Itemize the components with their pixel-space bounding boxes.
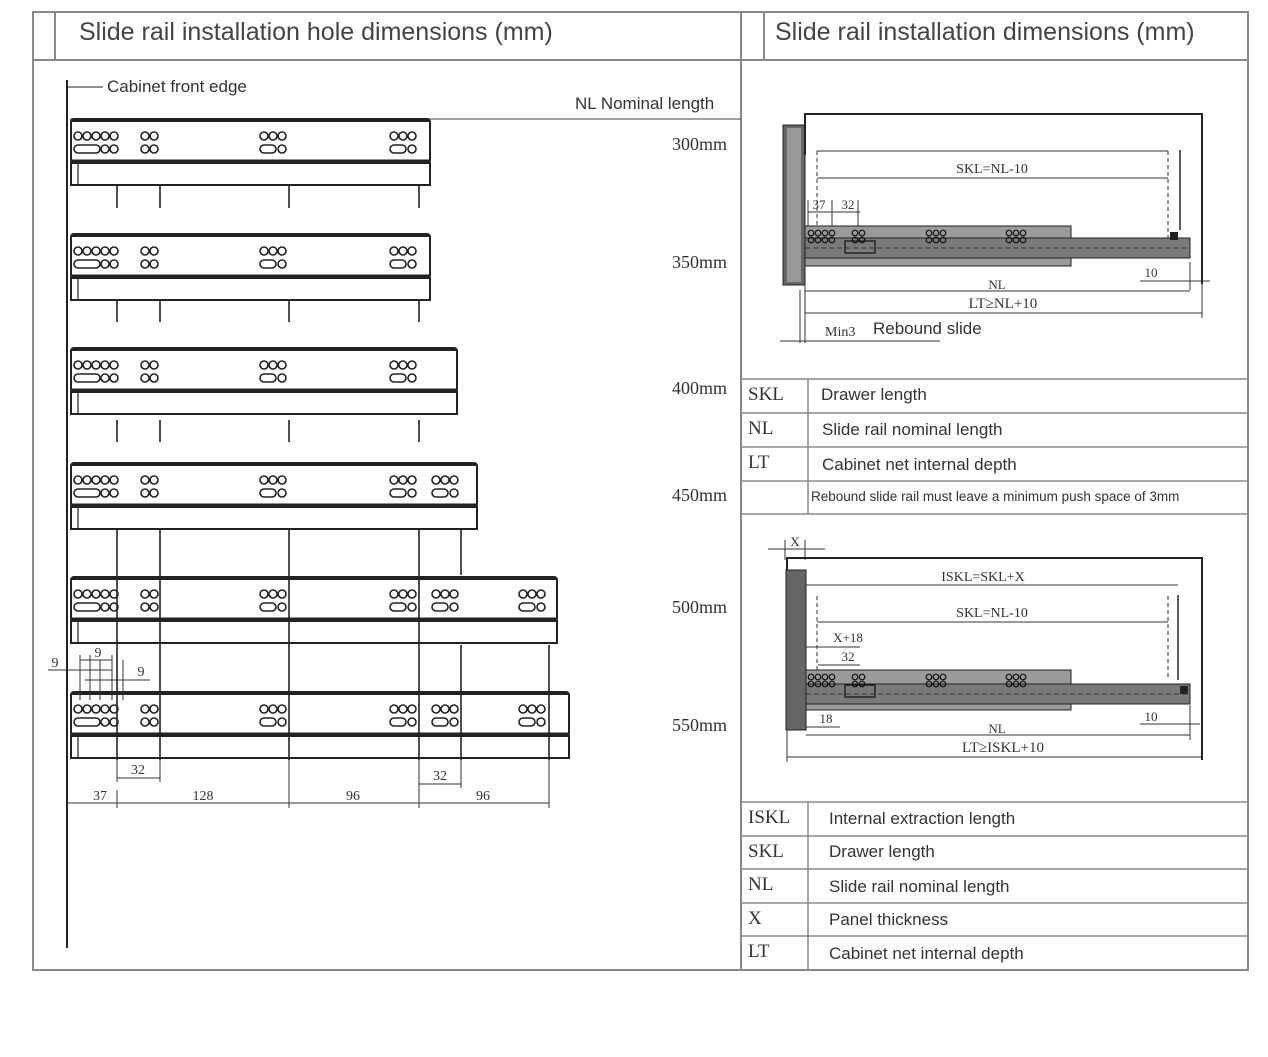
table2-value-panel-thickness: Panel thickness xyxy=(829,910,949,929)
table2-key-x: X xyxy=(748,908,762,929)
panel-dim-18: 18 xyxy=(819,711,833,726)
table1-key-lt: LT xyxy=(748,452,770,473)
panel-x18-label: X+18 xyxy=(833,630,863,645)
rail-length-500: 500mm xyxy=(671,597,727,617)
rebound-nl-label: NL xyxy=(988,277,1006,292)
right-header-title: Slide rail installation dimensions (mm) xyxy=(775,18,1195,46)
rail-length-550: 550mm xyxy=(671,715,727,735)
table1-key-skl: SKL xyxy=(748,384,784,405)
panel-lt-formula: LT≥ISKL+10 xyxy=(962,740,1044,756)
rail-hole-diagram xyxy=(48,80,741,948)
panel-thickness-diagram xyxy=(768,534,1202,762)
nominal-length-label: NL Nominal length xyxy=(575,94,715,113)
table2-value-drawer-length: Drawer length xyxy=(829,842,935,861)
table1-value-internal-depth: Cabinet net internal depth xyxy=(822,455,1017,474)
panel-iskl-formula: ISKL=SKL+X xyxy=(941,570,1025,585)
dim-37: 37 xyxy=(93,789,107,804)
dim-128: 128 xyxy=(192,789,214,804)
table2-key-nl: NL xyxy=(748,874,774,895)
rebound-slide-diagram xyxy=(780,114,1210,343)
rebound-dim-32: 32 xyxy=(841,197,855,212)
table1-key-nl: NL xyxy=(748,418,774,439)
slide-rail-300 xyxy=(71,119,430,185)
table2-key-lt: LT xyxy=(748,941,770,962)
cabinet-front-edge-label: Cabinet front edge xyxy=(107,77,247,96)
rail-length-300: 300mm xyxy=(671,134,727,154)
drawer-panel xyxy=(786,570,806,730)
slide-rail-350 xyxy=(71,234,430,300)
rail-length-450: 450mm xyxy=(671,485,727,505)
rail-length-350: 350mm xyxy=(671,252,727,272)
panel-skl-formula: SKL=NL-10 xyxy=(956,606,1028,621)
dim-96-b: 96 xyxy=(476,789,490,804)
table2-key-skl: SKL xyxy=(748,841,784,862)
table2-key-iskl: ISKL xyxy=(748,807,791,828)
rail-length-400: 400mm xyxy=(671,378,727,398)
rebound-dim-37: 37 xyxy=(812,197,826,212)
panel-x-label: X xyxy=(790,534,800,549)
panel-nl-label: NL xyxy=(988,721,1006,736)
slide-rail-450 xyxy=(71,463,477,529)
table2-value-nominal-length: Slide rail nominal length xyxy=(829,877,1010,896)
rebound-min3-label: Min3 xyxy=(825,325,856,340)
dim-96-a: 96 xyxy=(346,789,360,804)
left-header-title: Slide rail installation hole dimensions (mm) xyxy=(79,18,553,46)
dim-9-c: 9 xyxy=(137,665,145,680)
rebound-dim-10: 10 xyxy=(1144,265,1158,280)
rebound-lt-formula: LT≥NL+10 xyxy=(968,296,1038,312)
table1-value-push-space-note: Rebound slide rail must leave a minimum push space of 3mm xyxy=(811,489,1180,504)
dim-32-a: 32 xyxy=(131,763,145,778)
slide-rail-550 xyxy=(71,692,569,758)
rebound-skl-formula: SKL=NL-10 xyxy=(956,162,1028,177)
slide-rail-400 xyxy=(71,348,457,414)
panel-dim-10: 10 xyxy=(1144,709,1158,724)
rebound-slide-caption: Rebound slide xyxy=(873,319,982,338)
panel-dim-32: 32 xyxy=(841,649,855,664)
table1-value-nominal-length: Slide rail nominal length xyxy=(822,420,1003,439)
table2-value-internal-depth: Cabinet net internal depth xyxy=(829,944,1024,963)
dim-9-b: 9 xyxy=(94,646,102,661)
dim-32-b: 32 xyxy=(433,769,447,784)
slide-rail-500 xyxy=(71,577,557,643)
table1-value-drawer-length: Drawer length xyxy=(821,385,927,404)
dim-9-a: 9 xyxy=(51,656,59,671)
table2-value-extraction-length: Internal extraction length xyxy=(829,809,1016,828)
